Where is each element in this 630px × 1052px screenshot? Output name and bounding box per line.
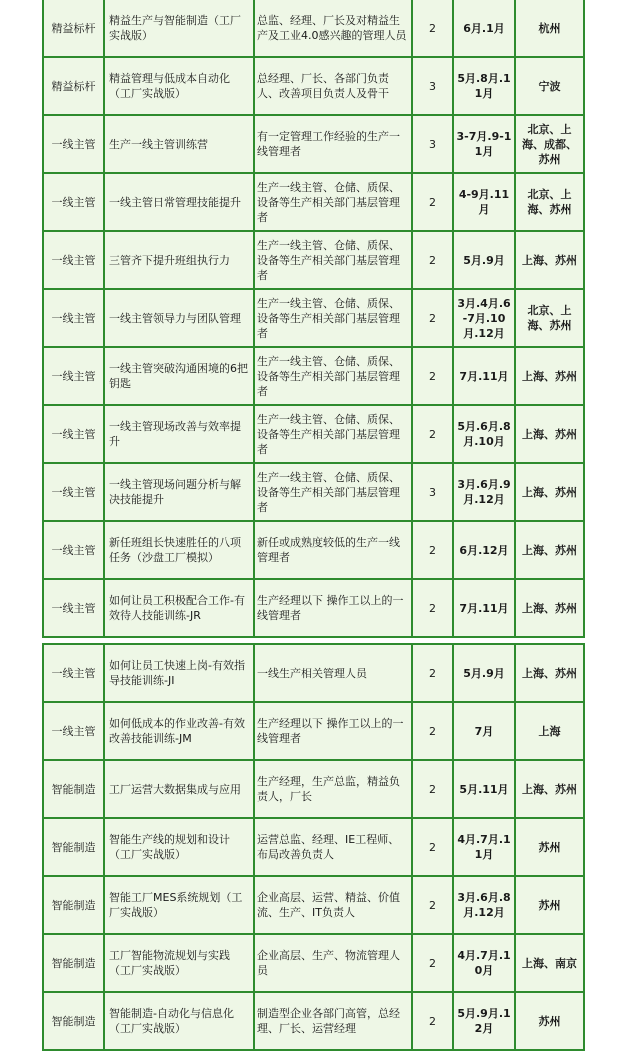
city-cell: 上海、苏州: [515, 760, 584, 818]
days-cell: 2: [412, 702, 453, 760]
dates-cell: 3月.6月.8月.12月: [453, 876, 515, 934]
audience-cell: 企业高层、生产、物流管理人员: [254, 934, 412, 992]
category-cell: 一线主管: [43, 115, 104, 173]
audience-cell: 有一定管理工作经验的生产一线管理者: [254, 115, 412, 173]
days-cell: 2: [412, 521, 453, 579]
table-row: [43, 405, 584, 463]
category-cell: 一线主管: [43, 579, 104, 637]
category-cell: 一线主管: [43, 231, 104, 289]
category-cell: 智能制造: [43, 760, 104, 818]
dates-cell: 4月.7月.11月: [453, 818, 515, 876]
days-cell: 2: [412, 934, 453, 992]
table-row: [43, 992, 584, 1050]
dates-cell: 3-7月.9-11月: [453, 115, 515, 173]
category-cell: 一线主管: [43, 173, 104, 231]
dates-cell: 5月.9月: [453, 231, 515, 289]
audience-cell: 生产经理以下 操作工以上的一线管理者: [254, 702, 412, 760]
audience-cell: 制造型企业各部门高管，总经理、厂长、运营经理: [254, 992, 412, 1050]
audience-cell: 生产一线主管、仓储、质保、设备等生产相关部门基层管理者: [254, 347, 412, 405]
course-name-cell: 工厂智能物流规划与实践（工厂实战版）: [104, 934, 254, 992]
dates-cell: 3月.4月.6-7月.10月.12月: [453, 289, 515, 347]
course-schedule-table-part2: [42, 643, 585, 1051]
days-cell: 3: [412, 57, 453, 115]
audience-cell: 生产一线主管、仓储、质保、设备等生产相关部门基层管理者: [254, 405, 412, 463]
course-name-cell: 工厂运营大数据集成与应用: [104, 760, 254, 818]
city-cell: 上海、苏州: [515, 231, 584, 289]
table-row: [43, 702, 584, 760]
table-row: [43, 0, 584, 57]
category-cell: 一线主管: [43, 702, 104, 760]
dates-cell: 7月.11月: [453, 347, 515, 405]
course-name-cell: 三管齐下提升班组执行力: [104, 231, 254, 289]
city-cell: 上海、苏州: [515, 521, 584, 579]
city-cell: 北京、上海、苏州: [515, 173, 584, 231]
dates-cell: 7月.11月: [453, 579, 515, 637]
category-cell: 智能制造: [43, 992, 104, 1050]
city-cell: 上海、苏州: [515, 405, 584, 463]
course-name-cell: 一线主管现场改善与效率提升: [104, 405, 254, 463]
category-cell: 一线主管: [43, 405, 104, 463]
audience-cell: 企业高层、运营、精益、价值流、生产、IT负责人: [254, 876, 412, 934]
table-row: [43, 57, 584, 115]
table-row: [43, 521, 584, 579]
course-name-cell: 一线主管日常管理技能提升: [104, 173, 254, 231]
course-schedule-table-part1: [42, 0, 585, 638]
dates-cell: 6月.12月: [453, 521, 515, 579]
days-cell: 2: [412, 579, 453, 637]
category-cell: 智能制造: [43, 876, 104, 934]
dates-cell: 4月.7月.10月: [453, 934, 515, 992]
city-cell: 苏州: [515, 876, 584, 934]
audience-cell: 一线生产相关管理人员: [254, 644, 412, 702]
table-row: [43, 934, 584, 992]
category-cell: 智能制造: [43, 934, 104, 992]
course-name-cell: 一线主管突破沟通困境的6把钥匙: [104, 347, 254, 405]
dates-cell: 7月: [453, 702, 515, 760]
course-name-cell: 智能制造-自动化与信息化（工厂实战版）: [104, 992, 254, 1050]
city-cell: 上海、苏州: [515, 463, 584, 521]
audience-cell: 运营总监、经理、IE工程师、布局改善负责人: [254, 818, 412, 876]
course-name-cell: 精益生产与智能制造（工厂实战版）: [104, 0, 254, 57]
category-cell: 一线主管: [43, 644, 104, 702]
category-cell: 智能制造: [43, 818, 104, 876]
city-cell: 苏州: [515, 992, 584, 1050]
table-row: [43, 579, 584, 637]
city-cell: 上海、苏州: [515, 347, 584, 405]
city-cell: 杭州: [515, 0, 584, 57]
city-cell: 苏州: [515, 818, 584, 876]
days-cell: 2: [412, 173, 453, 231]
category-cell: 精益标杆: [43, 57, 104, 115]
days-cell: 2: [412, 760, 453, 818]
dates-cell: 5月.11月: [453, 760, 515, 818]
audience-cell: 总经理、厂长、各部门负责人、改善项目负责人及骨干: [254, 57, 412, 115]
dates-cell: 5月.9月.12月: [453, 992, 515, 1050]
dates-cell: 4-9月.11月: [453, 173, 515, 231]
course-name-cell: 精益管理与低成本自动化（工厂实战版）: [104, 57, 254, 115]
table-row: [43, 463, 584, 521]
course-name-cell: 如何让员工快速上岗-有效指导技能训练-JI: [104, 644, 254, 702]
course-name-cell: 智能生产线的规划和设计（工厂实战版）: [104, 818, 254, 876]
audience-cell: 新任或成熟度较低的生产一线管理者: [254, 521, 412, 579]
days-cell: 2: [412, 992, 453, 1050]
days-cell: 2: [412, 231, 453, 289]
days-cell: 2: [412, 0, 453, 57]
course-name-cell: 智能工厂MES系统规划（工厂实战版）: [104, 876, 254, 934]
course-name-cell: 生产一线主管训练营: [104, 115, 254, 173]
audience-cell: 总监、经理、厂长及对精益生产及工业4.0感兴趣的管理人员: [254, 0, 412, 57]
table-row: [43, 644, 584, 702]
days-cell: 2: [412, 405, 453, 463]
dates-cell: 5月.8月.11月: [453, 57, 515, 115]
table-row: [43, 347, 584, 405]
audience-cell: 生产经理以下 操作工以上的一线管理者: [254, 579, 412, 637]
table-row: [43, 760, 584, 818]
days-cell: 2: [412, 876, 453, 934]
category-cell: 一线主管: [43, 289, 104, 347]
course-name-cell: 一线主管现场问题分析与解决技能提升: [104, 463, 254, 521]
table-row: [43, 115, 584, 173]
days-cell: 3: [412, 463, 453, 521]
city-cell: 上海、南京: [515, 934, 584, 992]
days-cell: 3: [412, 115, 453, 173]
table-row: [43, 289, 584, 347]
city-cell: 上海、苏州: [515, 644, 584, 702]
category-cell: 一线主管: [43, 463, 104, 521]
city-cell: 上海: [515, 702, 584, 760]
table-row: [43, 818, 584, 876]
audience-cell: 生产一线主管、仓储、质保、设备等生产相关部门基层管理者: [254, 231, 412, 289]
dates-cell: 3月.6月.9月.12月: [453, 463, 515, 521]
dates-cell: 5月.6月.8月.10月: [453, 405, 515, 463]
table-row: [43, 231, 584, 289]
days-cell: 2: [412, 289, 453, 347]
course-name-cell: 如何低成本的作业改善-有效改善技能训练-JM: [104, 702, 254, 760]
audience-cell: 生产经理，生产总监，精益负责人，厂长: [254, 760, 412, 818]
city-cell: 上海、苏州: [515, 579, 584, 637]
table-row: [43, 173, 584, 231]
city-cell: 北京、上海、苏州: [515, 289, 584, 347]
city-cell: 北京、上海、成都、苏州: [515, 115, 584, 173]
days-cell: 2: [412, 818, 453, 876]
course-name-cell: 新任班组长快速胜任的八项任务（沙盘工厂模拟）: [104, 521, 254, 579]
days-cell: 2: [412, 644, 453, 702]
dates-cell: 5月.9月: [453, 644, 515, 702]
audience-cell: 生产一线主管、仓储、质保、设备等生产相关部门基层管理者: [254, 173, 412, 231]
audience-cell: 生产一线主管、仓储、质保、设备等生产相关部门基层管理者: [254, 463, 412, 521]
category-cell: 一线主管: [43, 347, 104, 405]
course-name-cell: 如何让员工积极配合工作-有效待人技能训练-JR: [104, 579, 254, 637]
category-cell: 精益标杆: [43, 0, 104, 57]
audience-cell: 生产一线主管、仓储、质保、设备等生产相关部门基层管理者: [254, 289, 412, 347]
city-cell: 宁波: [515, 57, 584, 115]
course-name-cell: 一线主管领导力与团队管理: [104, 289, 254, 347]
category-cell: 一线主管: [43, 521, 104, 579]
dates-cell: 6月.1月: [453, 0, 515, 57]
table-row: [43, 876, 584, 934]
days-cell: 2: [412, 347, 453, 405]
